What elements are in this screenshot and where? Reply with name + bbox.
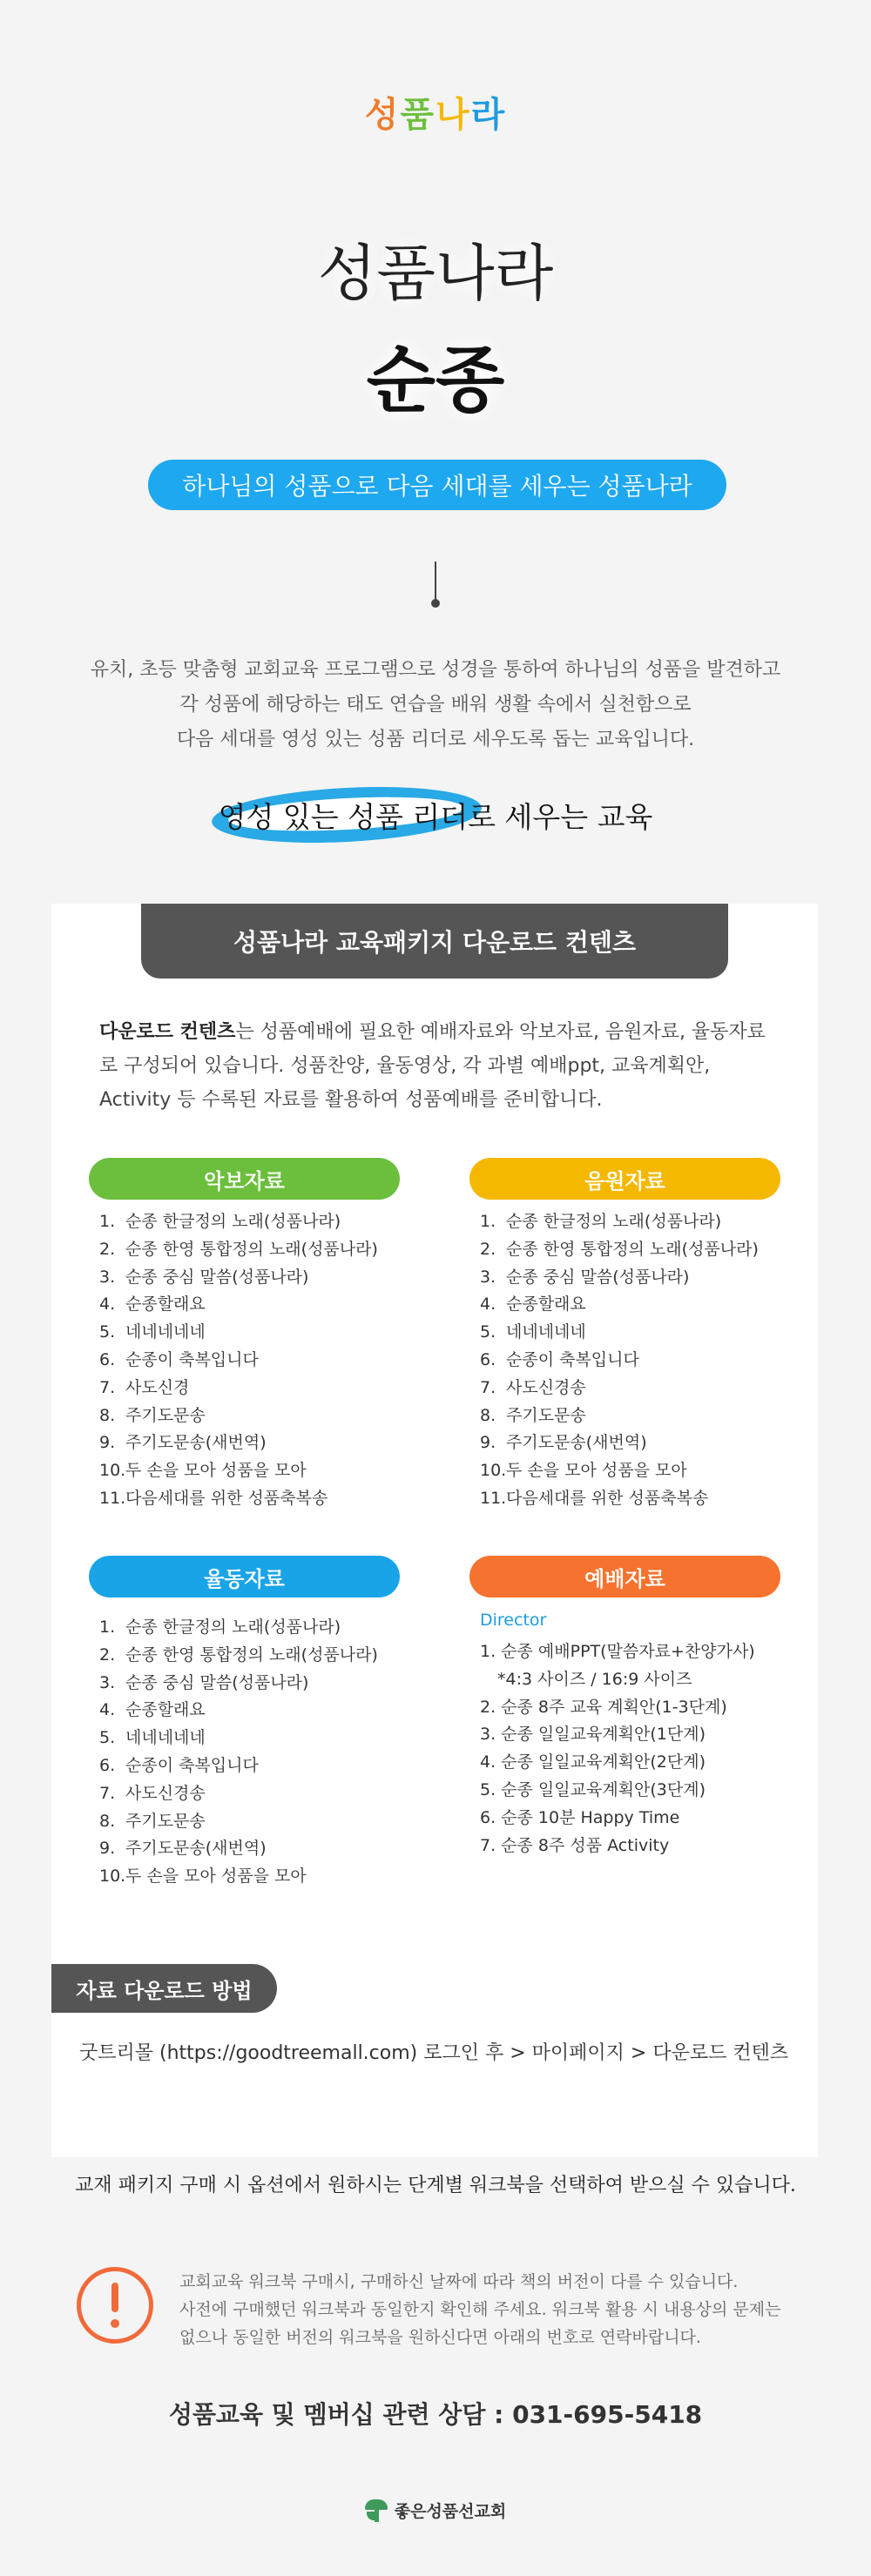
- package-card: [51, 904, 818, 2157]
- list-item: [99, 1429, 378, 1457]
- list-item-text: 순종 중심 말씀(성품나라): [506, 1267, 690, 1287]
- list-item: [480, 1485, 759, 1513]
- list-item-text: 순종이 축복입니다: [506, 1349, 639, 1369]
- list-item-number: 4.: [99, 1700, 116, 1720]
- list-item: 2. 순종 8주 교육 계획안(1-3단계): [480, 1697, 727, 1717]
- list-item-number: 7.: [99, 1783, 116, 1803]
- list-item: [480, 1291, 759, 1319]
- intro-line: 유치, 초등 맞춤형 교회교육 프로그램으로 성경을 통하여 하나님의 성품을 발견하고: [90, 659, 781, 681]
- list-item-number: 8.: [99, 1811, 116, 1831]
- footer-org-name: 좋은성품선교회: [394, 2502, 507, 2521]
- list-item: [480, 1208, 759, 1236]
- section-header-worship: 예배자료: [469, 1556, 780, 1597]
- package-desc-bold: 다운로드 컨텐츠: [99, 1021, 236, 1043]
- workbook-note: 교재 패키지 구매 시 옵션에서 원하시는 단계별 워크북을 선택하여 받으실 수 있습니다.: [75, 2175, 796, 2196]
- list-item: [99, 1375, 378, 1402]
- divider-dot: [431, 599, 440, 608]
- list-item-text: 순종이 축복입니다: [125, 1349, 259, 1369]
- list-item-number: 1.: [99, 1618, 116, 1637]
- list-item-number: 11.: [480, 1488, 507, 1508]
- list-item-number: 9.: [99, 1433, 116, 1453]
- contact-info: 성품교육 및 멤버십 관련 상담 : 031-695-5418: [168, 2400, 703, 2429]
- list-item-text: 주기도문송(새번역): [125, 1433, 267, 1453]
- package-desc-rest: 는 성품예배에 필요한 예배자료와 악보자료, 음원자료, 율동자료로 구성되어 있습니다. 성품찬양, 율동영상, 각 과별 예배ppt, 교육계획안, Activity 등 수록된 자료를 활용하여 성품예배를 준비합니다.: [99, 1021, 766, 1111]
- warning-line: 없으나 동일한 버전의 워크북을 원하신다면 아래의 번호로 연락바랍니다.: [179, 2328, 701, 2347]
- list-item: [99, 1780, 378, 1808]
- list-item-text: 주기도문송(새번역): [506, 1433, 647, 1453]
- section-header-audio: 음원자료: [469, 1158, 780, 1200]
- tree-icon: [365, 2499, 388, 2522]
- sheet-music-list: [99, 1208, 378, 1513]
- list-item-text: 순종할래요: [125, 1295, 206, 1315]
- package-header: 성품나라 교육패키지 다운로드 컨텐츠: [141, 904, 728, 979]
- list-item-number: 6.: [480, 1349, 496, 1369]
- warning-line: 사전에 구매했던 워크북과 동일한지 확인해 주세요. 워크북 활용 시 내용상의 문제는: [179, 2300, 781, 2319]
- list-item: [99, 1614, 378, 1642]
- list-item-number: 6.: [99, 1349, 116, 1369]
- list-item: [480, 1264, 759, 1292]
- list-item-text: 네네네네네: [506, 1322, 586, 1342]
- list-item-text: 순종이 축복입니다: [125, 1755, 259, 1775]
- package-description: [99, 1015, 779, 1117]
- list-item-text: 주기도문송: [125, 1405, 206, 1425]
- list-item: 7. 순종 8주 성품 Activity: [480, 1835, 670, 1855]
- list-item-number: 4.: [99, 1295, 116, 1315]
- intro-line: 다음 세대를 영성 있는 성품 리더로 세우도록 돕는 교육입니다.: [176, 729, 695, 750]
- list-item: [99, 1697, 378, 1725]
- list-item-text: 주기도문송: [506, 1405, 586, 1425]
- list-item: [99, 1670, 378, 1698]
- list-item-number: 9.: [480, 1433, 496, 1453]
- list-item-number: 5.: [99, 1728, 116, 1748]
- list-item-text: 두 손을 모아 성품을 모아: [125, 1866, 307, 1887]
- list-item-number: 10.: [99, 1866, 126, 1887]
- brand-logo: 성품나라: [364, 95, 507, 135]
- list-item: 5. 순종 일일교육계획안(3단계): [480, 1779, 706, 1799]
- list-item-number: 5.: [480, 1322, 496, 1342]
- list-item-text: 순종 중심 말씀(성품나라): [125, 1267, 309, 1287]
- list-item-number: 2.: [480, 1239, 496, 1259]
- audio-list: [480, 1208, 759, 1513]
- page-title: 성품나라: [317, 238, 554, 309]
- list-item-text: 사도신경송: [125, 1783, 206, 1803]
- list-item: [480, 1457, 759, 1485]
- list-item-number: 8.: [99, 1405, 116, 1425]
- list-item-number: 9.: [99, 1839, 116, 1859]
- intro-line: 각 성품에 해당하는 태도 연습을 배워 생활 속에서 실천함으로: [179, 694, 692, 716]
- tagline-pill: 하나님의 성품으로 다음 세대를 세우는 성품나라: [148, 460, 726, 510]
- list-item-text: 사도신경: [125, 1377, 190, 1397]
- worship-list: [480, 1638, 755, 1860]
- list-item-text: 순종 한글정의 노래(성품나라): [125, 1212, 341, 1231]
- list-item-text: 다음세대를 위한 성품축복송: [506, 1488, 709, 1508]
- list-item-text: 순종 한영 통합정의 노래(성품나라): [125, 1239, 378, 1259]
- download-path: 굿트리몰 (https://goodtreemall.com) 로그인 후 > 마이페이지 > 다운로드 컨텐츠: [79, 2042, 789, 2064]
- list-item: [99, 1725, 378, 1752]
- warning-icon-bar: [111, 2283, 118, 2312]
- list-item-number: 1.: [99, 1212, 116, 1231]
- list-item: [480, 1319, 759, 1347]
- list-item: [99, 1402, 378, 1430]
- list-item: [99, 1642, 378, 1670]
- list-item-text: 순종할래요: [125, 1700, 206, 1720]
- list-item: [99, 1863, 378, 1891]
- list-item: [480, 1375, 759, 1402]
- list-item: 6. 순종 10분 Happy Time: [480, 1807, 680, 1827]
- list-item-number: 5.: [99, 1322, 116, 1342]
- list-item: [480, 1429, 759, 1457]
- list-item-number: 1.: [480, 1212, 496, 1231]
- list-item-number: 2.: [99, 1239, 116, 1259]
- list-item-text: 사도신경송: [506, 1377, 586, 1397]
- list-item: 1. 순종 예배PPT(말씀자료+찬양가사): [480, 1642, 755, 1661]
- list-item-text: 순종할래요: [506, 1295, 586, 1315]
- list-item-number: 3.: [480, 1267, 496, 1287]
- divider-line: [435, 562, 436, 601]
- list-item-text: 순종 한영 통합정의 노래(성품나라): [125, 1644, 378, 1665]
- footer-logo: [0, 2499, 871, 2522]
- list-item: [99, 1808, 378, 1836]
- list-item: [99, 1236, 378, 1264]
- list-item: [480, 1236, 759, 1264]
- page-subtitle: 순종: [366, 340, 505, 422]
- list-item-number: 3.: [99, 1267, 116, 1287]
- dance-list: [99, 1614, 378, 1891]
- list-item-number: 2.: [99, 1644, 116, 1665]
- list-item-number: 8.: [480, 1405, 496, 1425]
- list-item: [99, 1835, 378, 1863]
- section-header-sheet-music: 악보자료: [89, 1158, 400, 1200]
- warning-icon-dot: [111, 2319, 119, 2328]
- list-item-text: 두 손을 모아 성품을 모아: [125, 1461, 307, 1481]
- list-item-number: 11.: [99, 1488, 126, 1508]
- list-item: [99, 1264, 378, 1292]
- list-item-text: 주기도문송(새번역): [125, 1839, 267, 1859]
- list-item: [99, 1752, 378, 1780]
- download-method-tab: 자료 다운로드 방법: [51, 1964, 277, 2013]
- list-item: *4:3 사이즈 / 16:9 사이즈: [497, 1669, 692, 1689]
- list-item: [99, 1291, 378, 1319]
- slogan: 영성 있는 성품 리더로 세우는 교육: [218, 800, 653, 834]
- list-item-text: 네네네네네: [125, 1728, 206, 1748]
- list-item-number: 10.: [480, 1461, 507, 1481]
- director-label: Director: [480, 1611, 547, 1630]
- list-item-number: 4.: [480, 1295, 496, 1315]
- list-item: [480, 1347, 759, 1375]
- list-item-text: 순종 한글정의 노래(성품나라): [125, 1618, 341, 1637]
- list-item-text: 주기도문송: [125, 1811, 206, 1831]
- list-item-text: 두 손을 모아 성품을 모아: [506, 1461, 687, 1481]
- intro-text: [0, 653, 871, 757]
- list-item-number: 3.: [99, 1672, 116, 1692]
- list-item-text: 네네네네네: [125, 1322, 206, 1342]
- warning-text: [179, 2268, 807, 2351]
- list-item-number: 10.: [99, 1461, 126, 1481]
- list-item: [480, 1402, 759, 1430]
- list-item: [99, 1485, 378, 1513]
- list-item-number: 7.: [99, 1377, 116, 1397]
- list-item: [99, 1319, 378, 1347]
- warning-line: 교회교육 워크북 구매시, 구매하신 날짜에 따라 책의 버전이 다를 수 있습니다.: [179, 2272, 739, 2291]
- section-header-dance: 율동자료: [89, 1556, 400, 1597]
- list-item-text: 순종 한글정의 노래(성품나라): [506, 1212, 722, 1231]
- list-item-text: 순종 한영 통합정의 노래(성품나라): [506, 1239, 759, 1259]
- list-item-number: 6.: [99, 1755, 116, 1775]
- list-item: [99, 1208, 378, 1236]
- list-item: 4. 순종 일일교육계획안(2단계): [480, 1752, 706, 1772]
- list-item: [99, 1457, 378, 1485]
- list-item-number: 7.: [480, 1377, 496, 1397]
- list-item: [99, 1347, 378, 1375]
- list-item-text: 순종 중심 말씀(성품나라): [125, 1672, 309, 1692]
- list-item: 3. 순종 일일교육계획안(1단계): [480, 1725, 706, 1745]
- list-item-text: 다음세대를 위한 성품축복송: [125, 1488, 328, 1508]
